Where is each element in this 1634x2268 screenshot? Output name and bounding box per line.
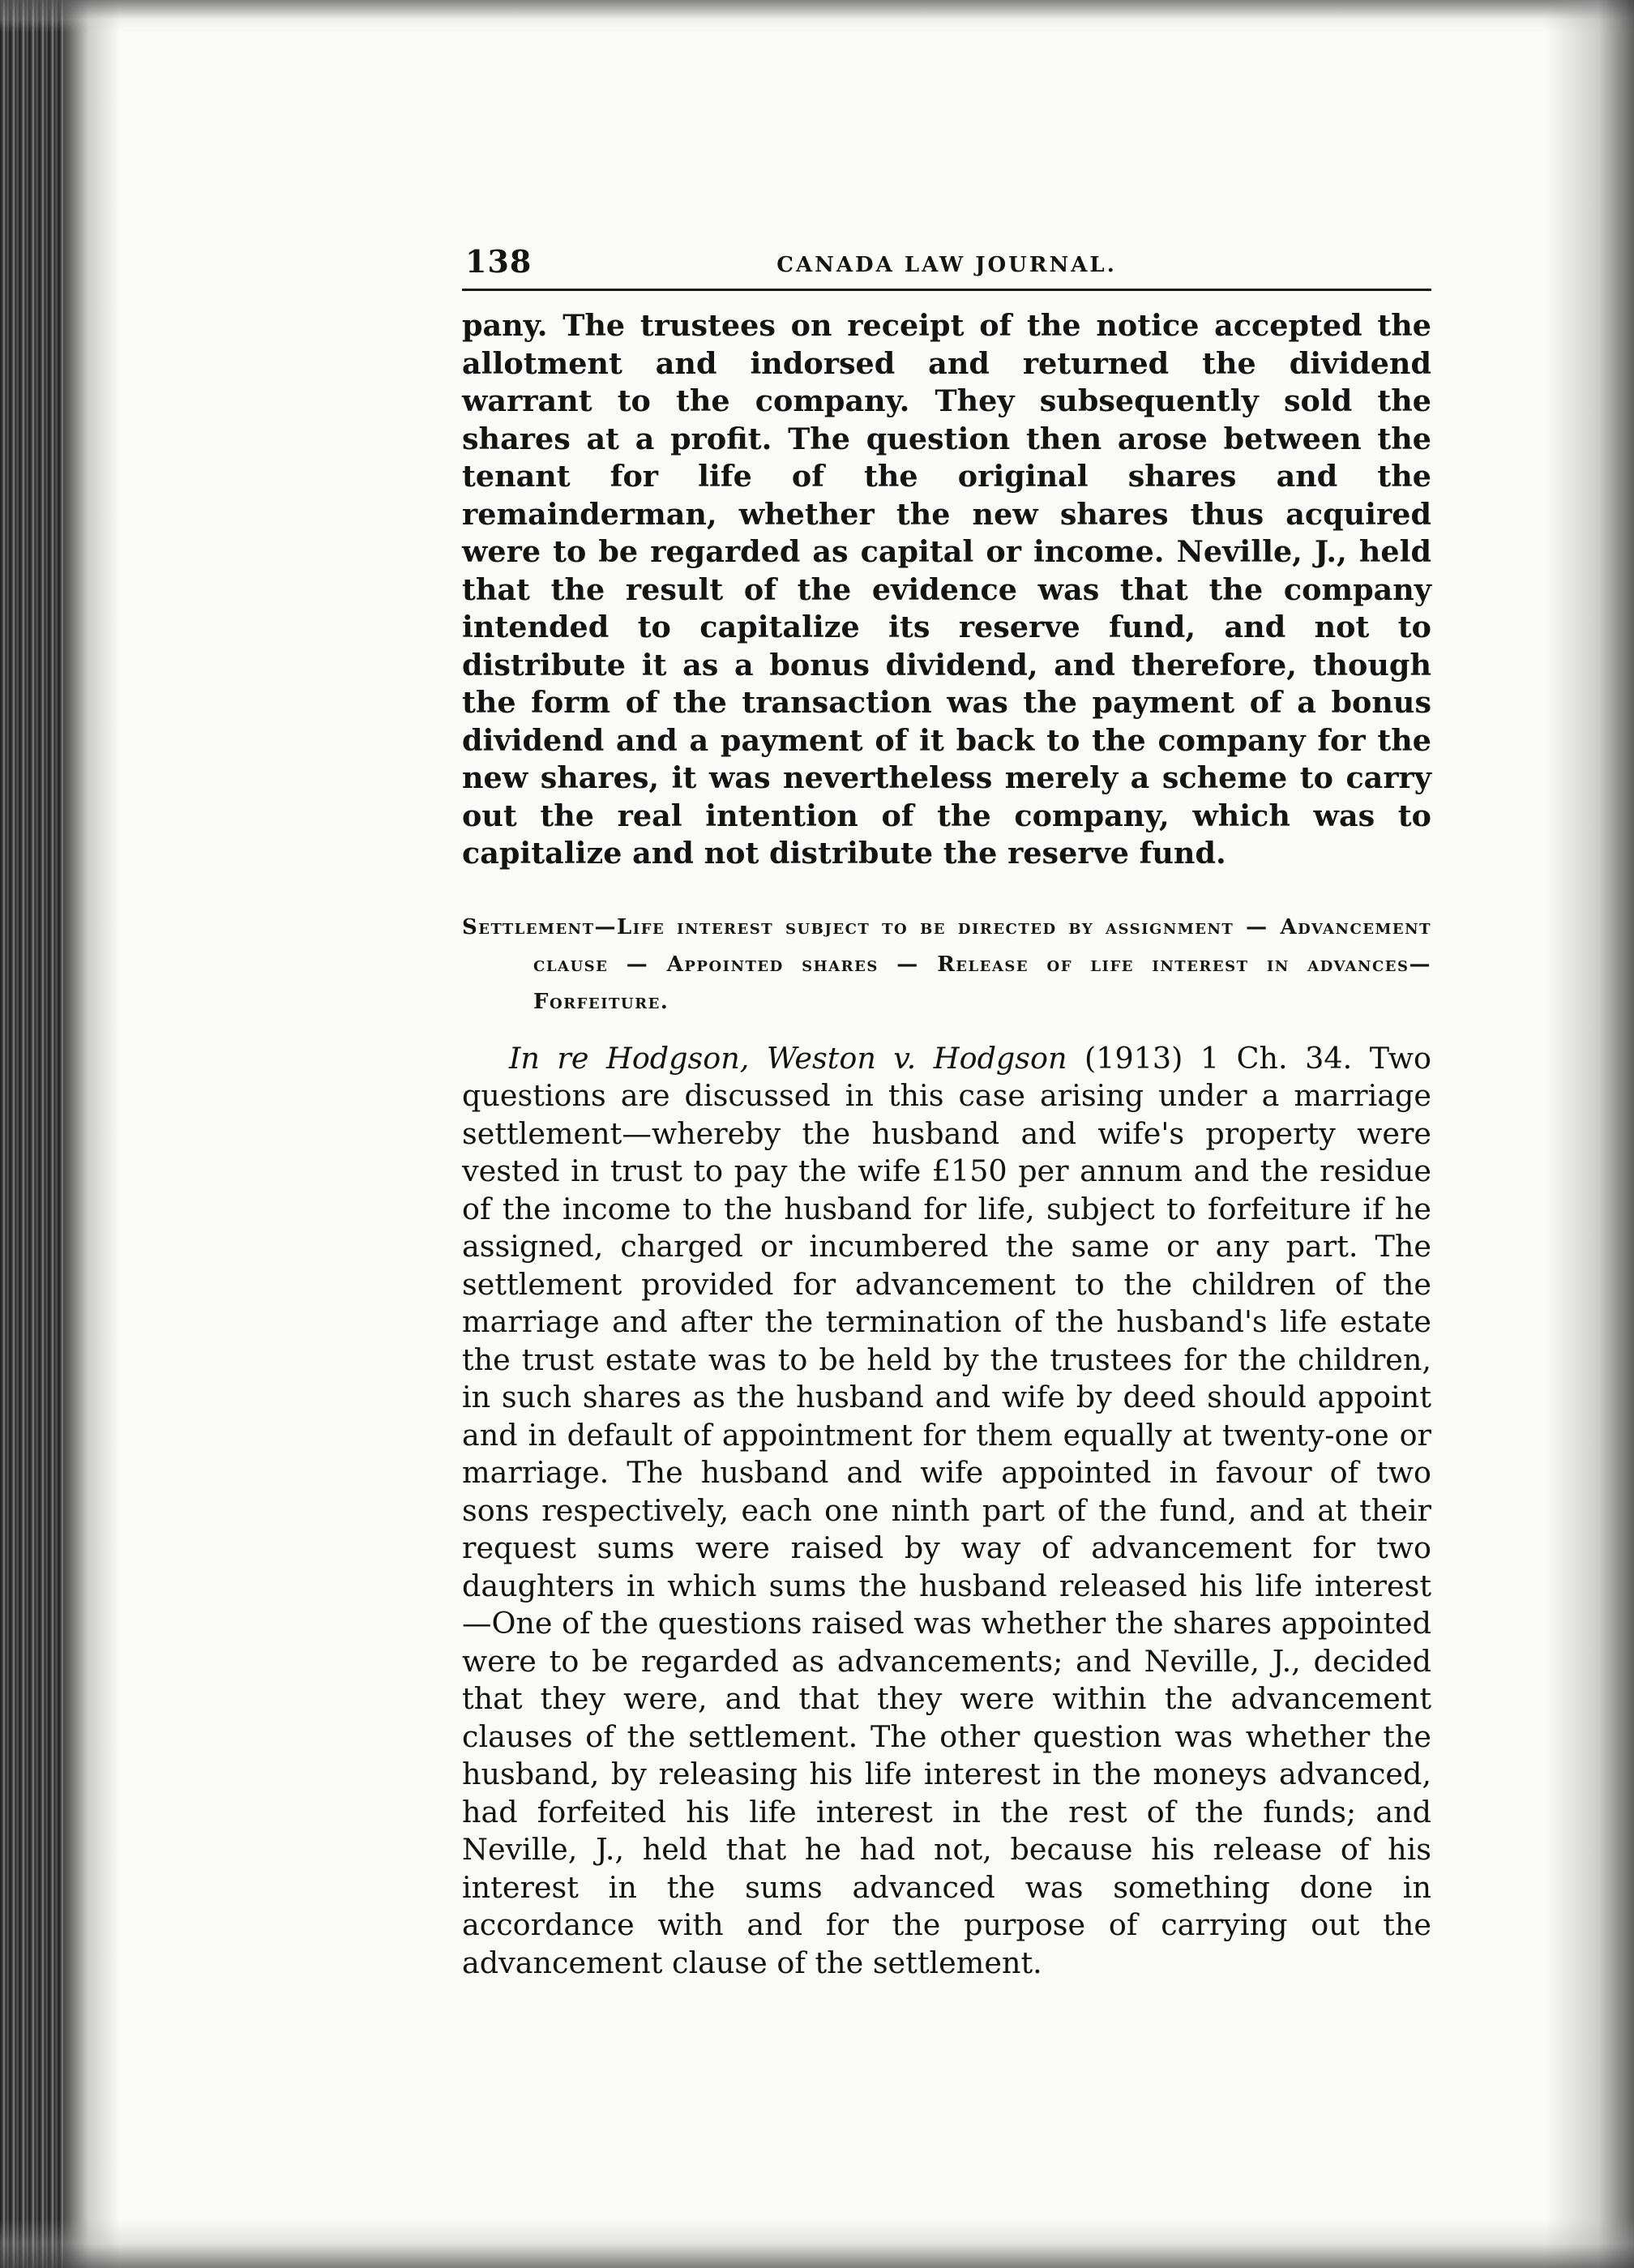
case-reference: (1913) 1 Ch. 34. bbox=[1067, 1040, 1370, 1076]
section-heading: Settlement—Life interest subject to be directed by assignment — Advancement clause — Appointed shares — Release of life interest in advances—Forfeiture. bbox=[462, 914, 1431, 1014]
gutter-fade bbox=[63, 0, 120, 2268]
case-body: Two questions are discussed in this case arising under a marriage settlement—whereby the husband and wife's property were vested in trust to pay the wife £150 per annum and the residue of the income to the husband for life, subject to forfeiture if he assigned, charged or incumbered the same or any part. The settlement provided for advancement to the children of the marriage and after the termination of the husband's life estate the trust estate was to be held by the trustees for the children, in such shares as the husband and wife by deed should appoint and in default of appointment for them equally at twenty-one or marriage. The husband and wife appointed in favour of two sons respectively, each one ninth part of the fund, and at their request sums were raised by way of advancement for two daughters in which sums the husband released his life interest—One of the questions raised was whether the shares appointed were to be regarded as advancements; and Neville, J., decided that they were, and that they were within the advancement clauses of the settlement. The other question was whether the husband, by releasing his life interest in the moneys advanced, had forfeited his life interest in the rest of the funds; and Neville, J., held that he had not, because his release of his interest in the sums advanced was something done in accordance with and for the purpose of carrying out the advancement clause of the settlement. bbox=[462, 1040, 1431, 1980]
page-number: 138 bbox=[465, 243, 533, 280]
top-edge-shadow bbox=[0, 0, 1634, 32]
journal-title: CANADA LAW JOURNAL. bbox=[776, 253, 1117, 277]
right-edge-shadow bbox=[1545, 0, 1634, 2268]
bottom-edge-shadow bbox=[0, 2219, 1634, 2268]
case-paragraph bbox=[462, 1040, 1431, 1983]
book-gutter-shadow bbox=[0, 0, 63, 2268]
running-head bbox=[462, 243, 1431, 291]
continued-paragraph: pany. The trustees on receipt of the notice accepted the allotment and indorsed and returned the dividend warrant to the company. They subsequently sold the shares at a profit. The question then arose between the tenant for life of the original shares and the remainderman, whether the new shares thus acquired were to be regarded as capital or income. Neville, J., held that the result of the evidence was that the company intended to capitalize its reserve fund, and not to distribute it as a bonus dividend, and therefore, though the form of the transaction was the payment of a bonus dividend and a payment of it back to the company for the new shares, it was nevertheless merely a scheme to carry out the real intention of the company, which was to capitalize and not distribute the reserve fund. bbox=[462, 308, 1431, 871]
case-citation: In re Hodgson, Weston v. Hodgson bbox=[509, 1040, 1067, 1076]
page-content bbox=[462, 243, 1431, 1982]
